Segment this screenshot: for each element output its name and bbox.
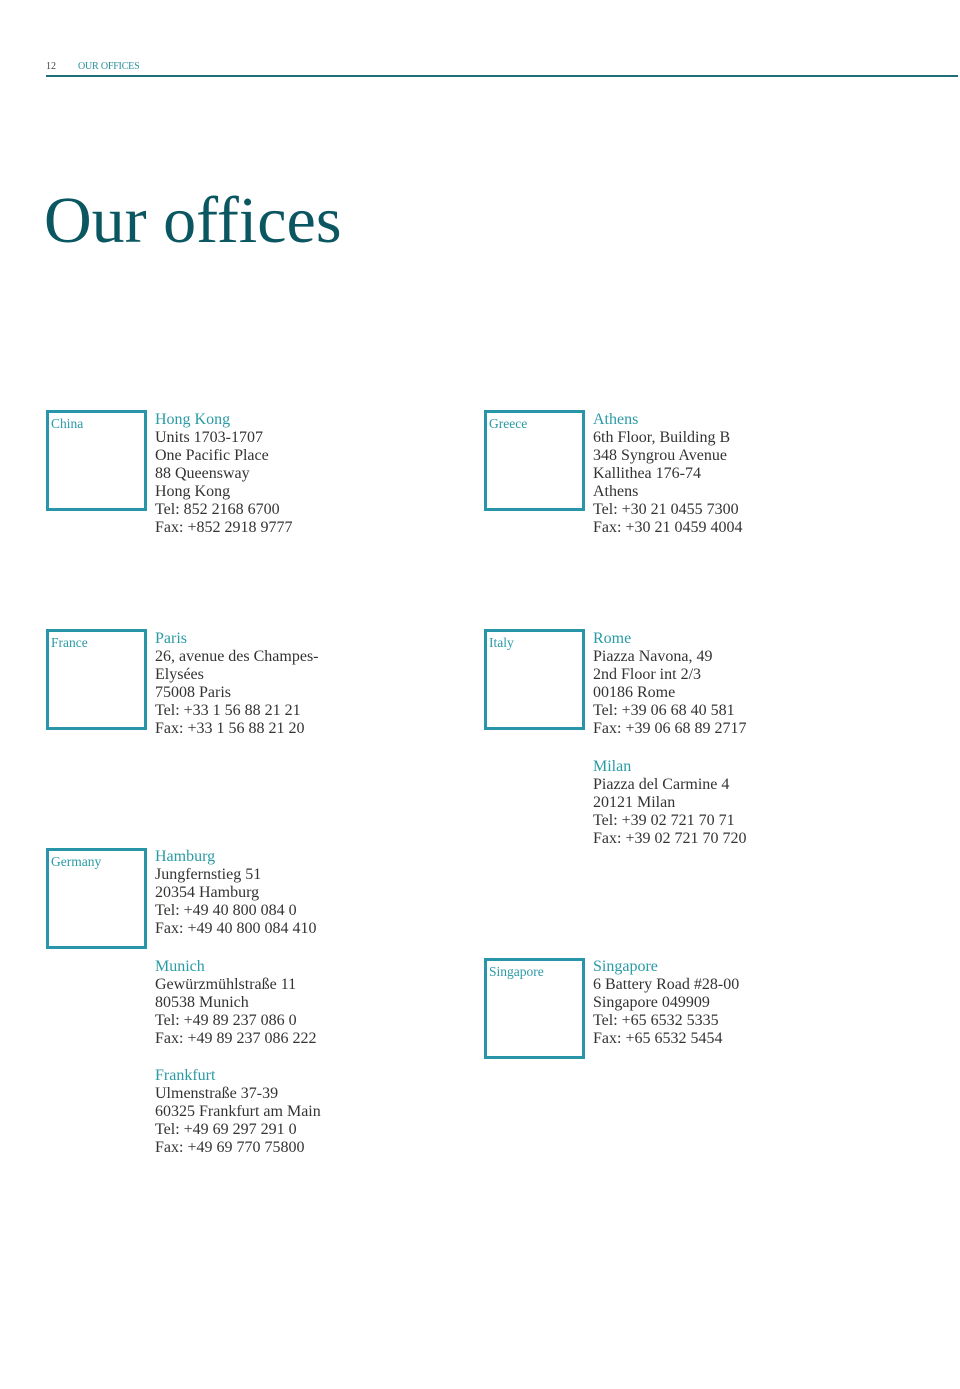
office-city: Munich (155, 958, 205, 975)
country-label: Italy (489, 635, 514, 650)
office-hongkong (155, 411, 292, 537)
office-city: Paris (155, 630, 187, 647)
page-title: Our offices (44, 184, 342, 257)
section-header: OUR OFFICES (78, 61, 140, 72)
country-box-germany (46, 848, 147, 949)
address-line: Tel: +39 02 721 70 71 (593, 812, 735, 829)
office-rome (593, 630, 746, 738)
country-box-greece (484, 410, 585, 511)
address-line: Athens (593, 483, 639, 500)
address-line: Tel: +33 1 56 88 21 21 (155, 702, 301, 719)
country-box-italy (484, 629, 585, 730)
address-line: Gewürzmühlstraße 11 (155, 976, 297, 993)
address-line: Hong Kong (155, 483, 231, 500)
office-city: Hamburg (155, 848, 216, 865)
address-line: Tel: +65 6532 5335 (593, 1012, 719, 1029)
address-line: 80538 Munich (155, 994, 249, 1011)
address-line: 26, avenue des Champes- (155, 648, 319, 665)
address-line: Jungfernstieg 51 (155, 866, 262, 883)
address-line: Tel: +30 21 0455 7300 (593, 501, 739, 518)
office-paris (155, 630, 319, 738)
address-line: Fax: +49 69 770 75800 (155, 1139, 305, 1156)
office-hamburg (155, 848, 316, 938)
address-line: Fax: +39 02 721 70 720 (593, 830, 747, 847)
address-line: Tel: 852 2168 6700 (155, 501, 280, 518)
office-city: Singapore (593, 958, 658, 975)
address-line: 20121 Milan (593, 794, 676, 811)
address-line: 75008 Paris (155, 684, 231, 701)
address-line: Tel: +49 40 800 084 0 (155, 902, 297, 919)
address-line: Fax: +852 2918 9777 (155, 519, 293, 536)
address-line: 6th Floor, Building B (593, 429, 731, 446)
country-box-france (46, 629, 147, 730)
country-box-singapore (484, 958, 585, 1059)
address-line: Tel: +39 06 68 40 581 (593, 702, 735, 719)
country-label: Greece (489, 416, 528, 431)
address-line: Ulmenstraße 37-39 (155, 1085, 279, 1102)
office-munich (155, 958, 316, 1048)
office-milan (593, 758, 746, 848)
address-line: 2nd Floor int 2/3 (593, 666, 702, 683)
address-line: Piazza del Carmine 4 (593, 776, 730, 793)
address-line: 60325 Frankfurt am Main (155, 1103, 321, 1120)
country-label: France (51, 635, 88, 650)
country-label: Germany (51, 854, 102, 869)
header-divider (46, 75, 958, 77)
address-line: 00186 Rome (593, 684, 676, 701)
address-line: Fax: +65 6532 5454 (593, 1030, 723, 1047)
country-box-china (46, 410, 147, 511)
office-city: Hong Kong (155, 411, 231, 428)
address-line: Singapore 049909 (593, 994, 710, 1011)
office-city: Frankfurt (155, 1067, 216, 1084)
page-number: 12 (46, 61, 56, 72)
address-line: Piazza Navona, 49 (593, 648, 713, 665)
address-line: 6 Battery Road #28-00 (593, 976, 740, 993)
address-line: Fax: +49 89 237 086 222 (155, 1030, 317, 1047)
address-line: One Pacific Place (155, 447, 269, 464)
address-line: 348 Syngrou Avenue (593, 447, 727, 464)
country-label: Singapore (489, 964, 544, 979)
address-line: 20354 Hamburg (155, 884, 260, 901)
office-singapore (593, 958, 739, 1048)
address-line: Fax: +33 1 56 88 21 20 (155, 720, 305, 737)
address-line: Elysées (155, 666, 204, 683)
office-city: Milan (593, 758, 632, 775)
address-line: Tel: +49 69 297 291 0 (155, 1121, 297, 1138)
office-city: Athens (593, 411, 639, 428)
address-line: Units 1703-1707 (155, 429, 263, 446)
office-frankfurt (155, 1067, 321, 1157)
office-city: Rome (593, 630, 632, 647)
address-line: Tel: +49 89 237 086 0 (155, 1012, 297, 1029)
office-athens (593, 411, 742, 537)
address-line: 88 Queensway (155, 465, 250, 482)
address-line: Fax: +30 21 0459 4004 (593, 519, 743, 536)
country-label: China (51, 416, 84, 431)
address-line: Kallithea 176-74 (593, 465, 701, 482)
address-line: Fax: +39 06 68 89 2717 (593, 720, 747, 737)
address-line: Fax: +49 40 800 084 410 (155, 920, 317, 937)
